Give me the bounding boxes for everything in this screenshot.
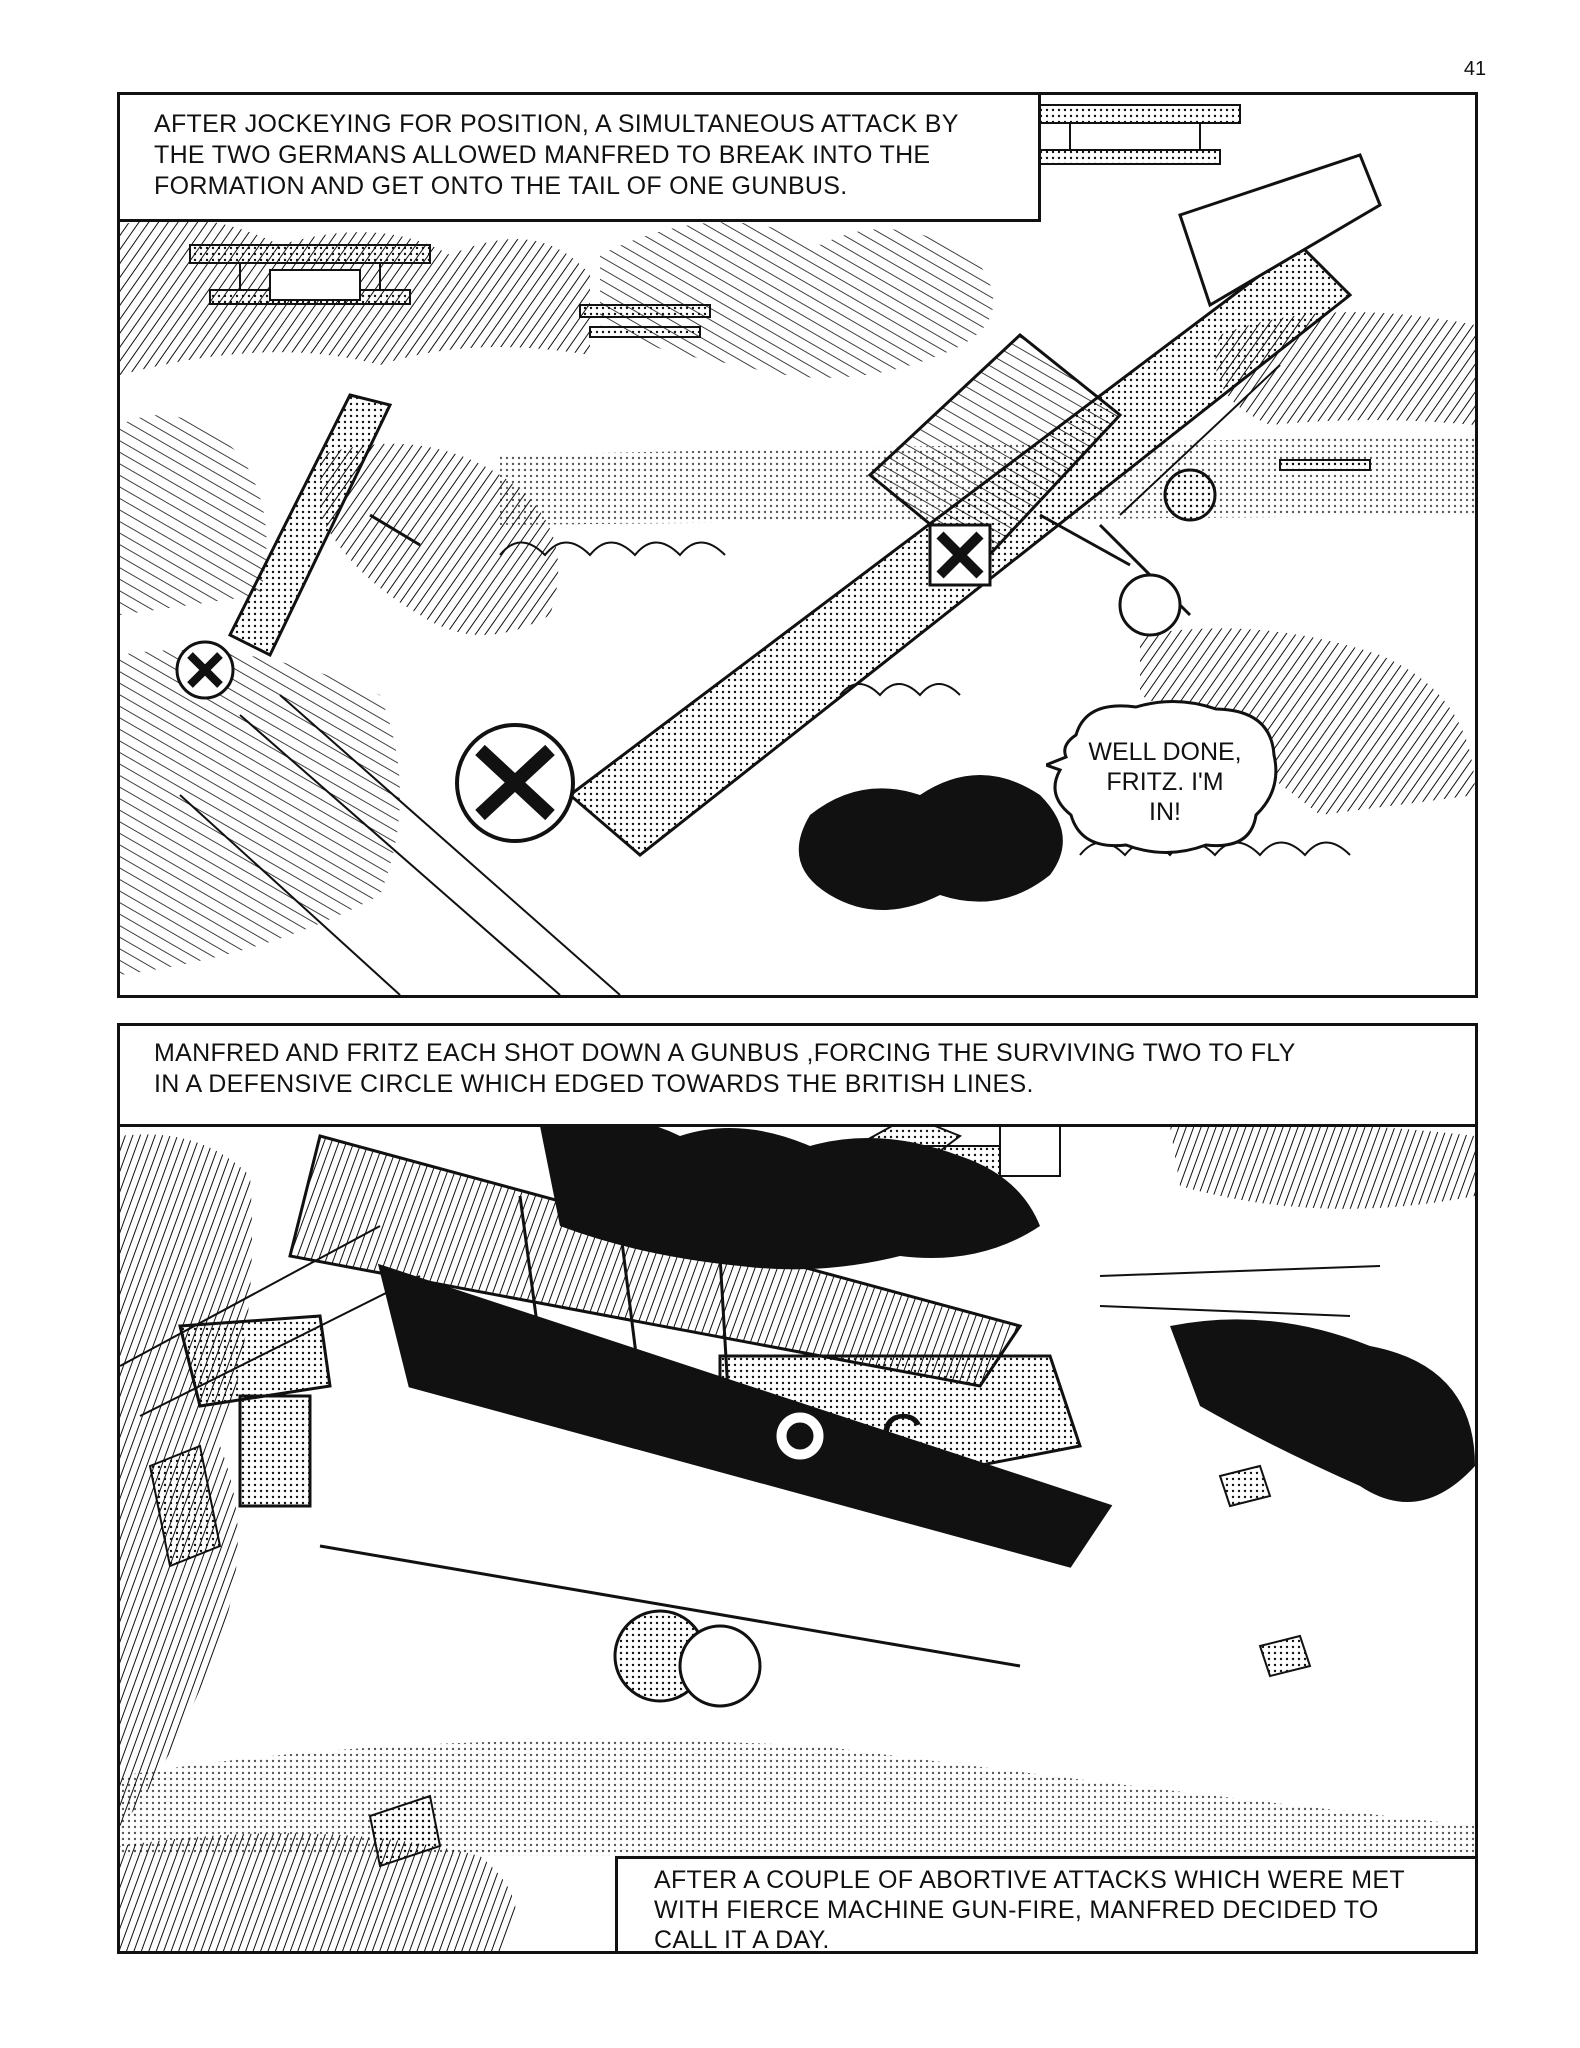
page-number: 41 [1463,58,1487,80]
comic-panel-1 [117,92,1478,998]
panel-2-artwork [120,1026,1475,1951]
balloon-line: IN! [1149,798,1181,826]
balloon-line: WELL DONE, [1088,738,1242,766]
caption-line: CALL IT A DAY. [654,1926,830,1954]
speech-balloon [1046,695,1284,860]
caption-line: AFTER JOCKEYING FOR POSITION, A SIMULTANEOUS ATTACK BY [154,110,959,138]
narration-caption-2 [117,1023,1478,1127]
caption-line: FORMATION AND GET ONTO THE TAIL OF ONE GUNBUS. [154,172,848,200]
balloon-line: FRITZ. I'M [1106,768,1224,796]
comic-panel-2 [117,1023,1478,1954]
caption-line: IN A DEFENSIVE CIRCLE WHICH EDGED TOWARDS THE BRITISH LINES. [154,1070,1034,1098]
caption-line: WITH FIERCE MACHINE GUN-FIRE, MANFRED DECIDED TO [654,1896,1379,1924]
panel-1-artwork [120,95,1475,995]
narration-caption-1 [117,92,1041,222]
svg-text:C: C [880,1402,924,1469]
narration-caption-3 [615,1856,1478,1954]
caption-line: MANFRED AND FRITZ EACH SHOT DOWN A GUNBUS ,FORCING THE SURVIVING TWO TO FLY [154,1039,1296,1067]
caption-line: THE TWO GERMANS ALLOWED MANFRED TO BREAK INTO THE [154,141,931,169]
caption-line: AFTER A COUPLE OF ABORTIVE ATTACKS WHICH WERE MET [654,1866,1405,1894]
